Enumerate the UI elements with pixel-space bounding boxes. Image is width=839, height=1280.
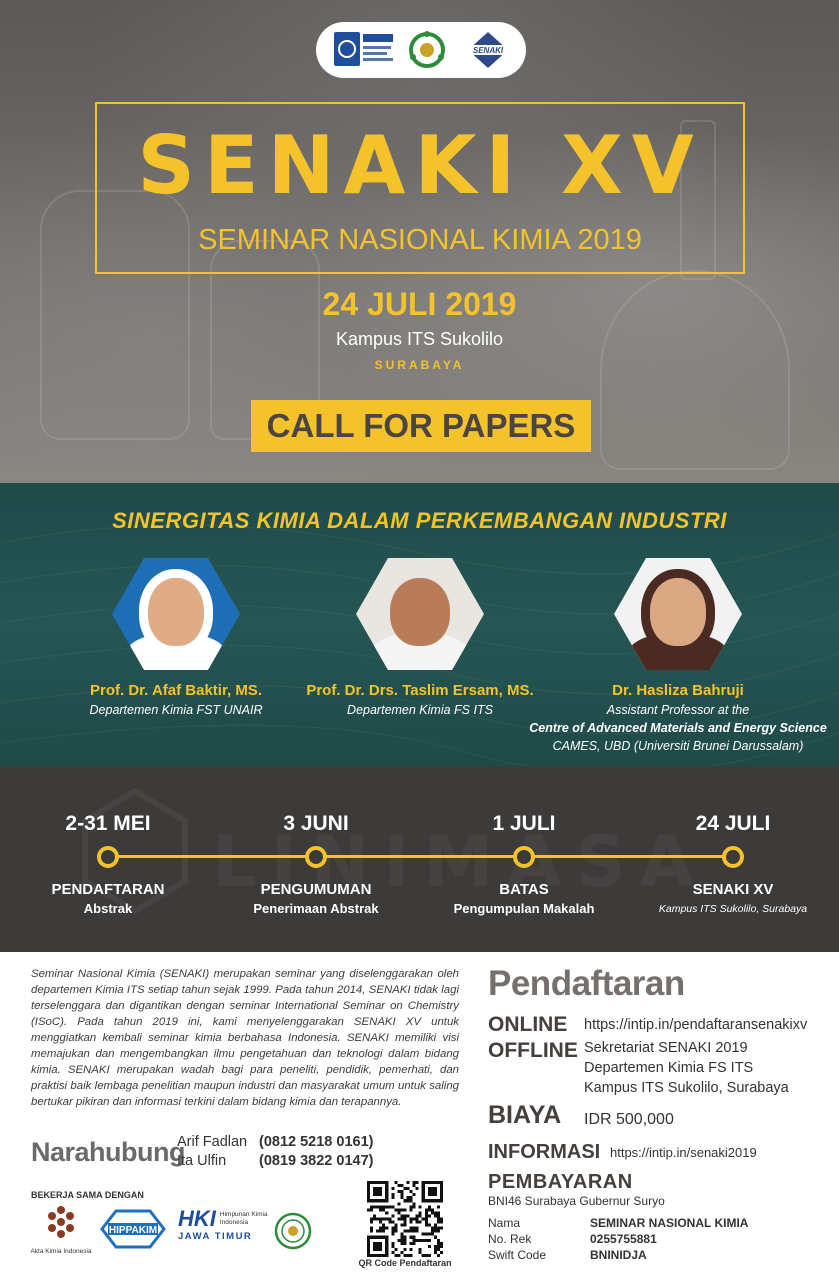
speaker-card: [56, 558, 296, 718]
event-city: SURABAYA: [374, 358, 465, 372]
partner-logo: [30, 1205, 92, 1255]
speaker-photo: [112, 558, 240, 670]
hippakim-logo: [100, 1209, 166, 1249]
svg-text:SENAKI: SENAKI: [472, 46, 504, 55]
payment-key: No. Rek: [488, 1232, 532, 1246]
call-for-papers-banner: CALL FOR PAPERS: [251, 400, 591, 452]
contact-phone[interactable]: (0819 3822 0147): [259, 1153, 374, 1169]
payment-row: [488, 1248, 647, 1262]
ring-molecule-logo: [408, 30, 446, 70]
partner-logo: [178, 1207, 268, 1257]
timeline-dot: [97, 846, 119, 868]
contact-name: Arif Fadlan: [177, 1134, 248, 1150]
payment-bank: BNI46 Surabaya Gubernur Suryo: [488, 1194, 665, 1208]
speaker-affiliation: CAMES, UBD (Universiti Brunei Darussalam): [552, 739, 804, 753]
offline-label: OFFLINE: [488, 1039, 578, 1062]
speaker-photo: [614, 558, 742, 670]
partners-heading: BEKERJA SAMA DENGAN: [31, 1190, 144, 1200]
partner-logo: [274, 1212, 314, 1262]
contact-name: Ita Ulfin: [177, 1153, 227, 1169]
offline-line: Kampus ITS Sukolilo, Surabaya: [584, 1080, 789, 1096]
timeline-title: PENGUMUMAN: [260, 881, 372, 898]
speakers-section: [0, 483, 839, 766]
green-seal-logo: [274, 1212, 312, 1250]
timeline-line: [108, 855, 733, 858]
event-subtitle: SEMINAR NASIONAL KIMIA 2019: [198, 224, 642, 256]
payment-row: [488, 1232, 657, 1246]
event-venue: Kampus ITS Sukolilo: [335, 329, 504, 349]
offline-line: Sekretariat SENAKI 2019: [584, 1040, 748, 1056]
speaker-affiliation: Assistant Professor at the: [606, 703, 750, 717]
speaker-affiliation: Departemen Kimia FST UNAIR: [89, 703, 263, 717]
logo-bar: [316, 22, 526, 78]
timeline-date: 3 JUNI: [283, 812, 349, 835]
online-url[interactable]: https://intip.in/pendaftaransenakixv: [584, 1017, 808, 1033]
offline-line: Departemen Kimia FS ITS: [584, 1060, 754, 1076]
timeline-date: 1 JULI: [492, 812, 556, 835]
payment-value: BNINIDJA: [590, 1248, 647, 1262]
qr-label: QR Code Pendaftaran: [358, 1258, 452, 1268]
contact-heading: Narahubung: [31, 1137, 185, 1167]
timeline-title: SENAKI XV: [692, 881, 774, 898]
timeline-title: PENDAFTARAN: [51, 881, 165, 898]
timeline-subtitle: Penerimaan Abstrak: [253, 901, 379, 916]
registration-qr-code[interactable]: [367, 1181, 443, 1257]
partner-label: HIPPAKIM: [108, 1225, 158, 1236]
payment-row: [488, 1216, 748, 1230]
payment-label: PEMBAYARAN: [488, 1171, 633, 1193]
timeline-subtitle: Pengumpulan Makalah: [453, 901, 595, 916]
payment-value: 0255755881: [590, 1232, 657, 1246]
info-url[interactable]: https://intip.in/senaki2019: [610, 1145, 757, 1160]
partner-label: JAWA TIMUR: [178, 1231, 253, 1242]
event-date: 24 JULI 2019: [322, 286, 517, 322]
timeline-subtitle: Kampus ITS Sukolilo, Surabaya: [658, 903, 808, 915]
payment-key: Swift Code: [488, 1248, 547, 1262]
speaker-photo: [356, 558, 484, 670]
timeline-title: BATAS: [499, 881, 549, 898]
timeline-section: [0, 766, 839, 952]
timeline-dot: [722, 846, 744, 868]
registration-heading: Pendaftaran: [488, 964, 685, 1003]
speaker-affiliation: Departemen Kimia FS ITS: [347, 703, 493, 717]
partner-label: HKI: [178, 1206, 216, 1231]
speaker-name: Prof. Dr. Drs. Taslim Ersam, MS.: [306, 682, 534, 699]
speaker-card: [518, 558, 838, 754]
partner-logo: [100, 1209, 166, 1259]
contact-row: [177, 1153, 374, 1169]
about-paragraph: Seminar Nasional Kimia (SENAKI) merupakan seminar yang diselenggarakan oleh departemen Kimia ITS setiap tahun sejak 1999. Pada tahun 2014, SENAKI tidak lagi terselenggara dan digantikan dengan seminar International Seminar on Chemistry (ISoC). Pada tahun 2019 ini, kami menyelenggarakan SENAKI XV untuk menggiatkan kembali seminar kimia berbahasa Indonesia. SENAKI memiliki visi memajukan dan mengembangkan ilmu pengetahuan dan teknologi dalam bidang kimia. SENAKI merupakan wadah bagi para peneliti, pendidik, pemerhati, dan praktisi baik lembaga penelitian maupun industri dan masyarakat umum untuk saling bertukar pikiran dan informasi terkini dalam bidang kimia dan terapannya.: [31, 968, 459, 1108]
online-label: ONLINE: [488, 1013, 568, 1036]
akta-kimia-indonesia-logo: [30, 1205, 92, 1241]
seminar-theme: SINERGITAS KIMIA DALAM PERKEMBANGAN INDUSTRI: [112, 508, 727, 533]
event-title: SENAKI XV: [137, 119, 703, 212]
speaker-affiliation: Centre of Advanced Materials and Energy Science: [529, 721, 827, 735]
offline-address: [584, 1038, 789, 1098]
speaker-name: Prof. Dr. Afaf Baktir, MS.: [90, 682, 262, 699]
payment-key: Nama: [488, 1216, 521, 1230]
senaki-logo: [466, 30, 510, 70]
timeline-dot: [305, 846, 327, 868]
payment-value: SEMINAR NASIONAL KIMIA: [590, 1216, 749, 1230]
speaker-name: Dr. Hasliza Bahruji: [612, 682, 744, 699]
speaker-card: [290, 558, 550, 718]
timeline-dot: [513, 846, 535, 868]
hero-banner: [0, 0, 839, 483]
fee-value: IDR 500,000: [584, 1111, 674, 1128]
contact-phone[interactable]: (0812 5218 0161): [259, 1134, 374, 1150]
contact-row: [177, 1134, 374, 1150]
fee-label: BIAYA: [488, 1101, 562, 1129]
info-label: INFORMASI: [488, 1141, 601, 1163]
timeline-date: 24 JULI: [695, 812, 771, 835]
partner-label: Akta Kimia Indonesia: [30, 1248, 92, 1255]
its-logo: [334, 30, 396, 70]
timeline-date: 2-31 MEI: [65, 812, 151, 835]
partner-label: Himpunan Kimia Indonesia: [219, 1211, 268, 1226]
timeline-subtitle: Abstrak: [83, 901, 133, 916]
